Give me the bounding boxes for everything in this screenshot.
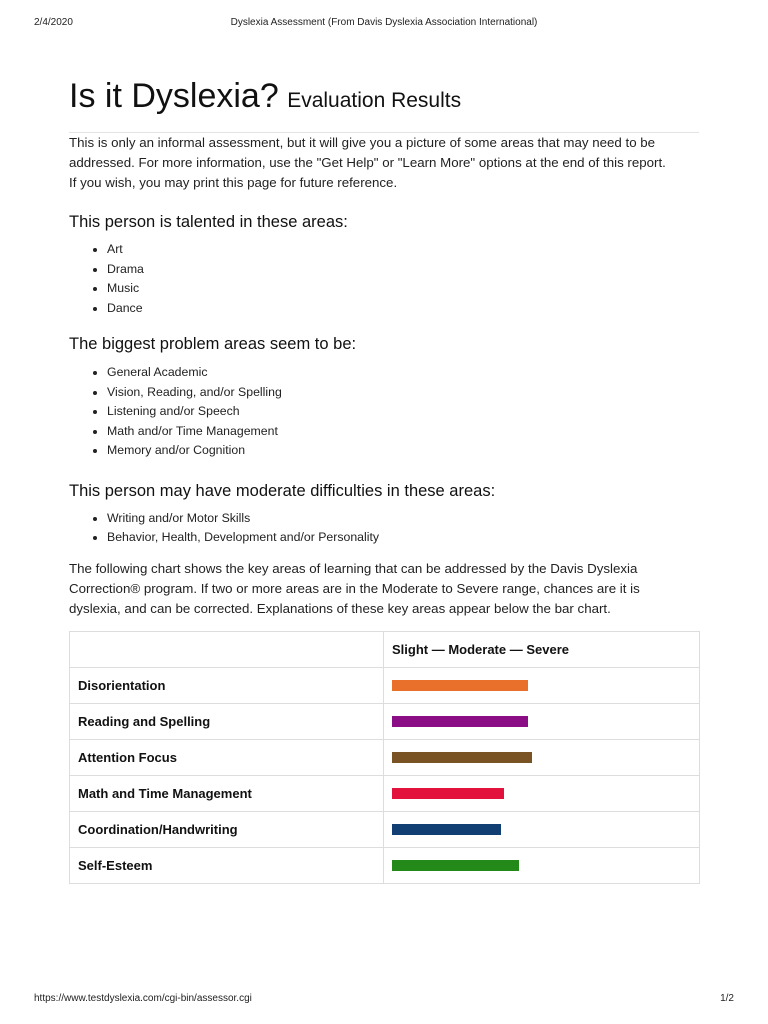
print-footer — [34, 993, 734, 1007]
print-date: 2/4/2020 — [34, 17, 73, 28]
severity-bar-cell — [384, 847, 700, 883]
print-header — [34, 17, 734, 31]
area-label: Self-Esteem — [70, 847, 384, 883]
severity-bar-cell — [384, 775, 700, 811]
main-content — [69, 72, 699, 884]
severity-bar — [392, 860, 519, 871]
area-label: Math and Time Management — [70, 775, 384, 811]
intro-paragraph: This is only an informal assessment, but it will give you a picture of some areas that may need to be addressed. For more information, use the "Get Help" or "Learn More" options at the end of this report. — [69, 135, 666, 170]
list-item: • Dance — [107, 299, 699, 319]
print-note: If you wish, you may print this page for future reference. — [69, 175, 398, 190]
list-item: • Listening and/or Speech — [107, 402, 699, 422]
severity-bar — [392, 824, 501, 835]
severity-bar-cell — [384, 811, 700, 847]
list-item: • Math and/or Time Management — [107, 422, 699, 442]
list-item: • Memory and/or Cognition — [107, 441, 699, 461]
severity-bar-cell — [384, 739, 700, 775]
area-label: Attention Focus — [70, 739, 384, 775]
chart-intro-paragraph: The following chart shows the key areas of learning that can be addressed by the Davis Dyslexia Correction® program. If two or more areas are in the Moderate to Severe range, chances are it is dyslexia, and can be corrected. Explanations of these key areas appear below the bar chart. — [69, 560, 640, 616]
table-row — [70, 739, 700, 775]
page-title-sub: Evaluation Results — [287, 89, 462, 112]
list-item: • Music — [107, 279, 699, 299]
page-title-main: Is it Dyslexia? — [69, 77, 279, 115]
list-item: • Drama — [107, 260, 699, 280]
table-row — [70, 667, 700, 703]
severity-bar — [392, 788, 504, 799]
table-header-row — [70, 631, 700, 667]
page-title — [69, 72, 699, 120]
area-label: Reading and Spelling — [70, 703, 384, 739]
list-item: • Art — [107, 240, 699, 260]
severity-bar — [392, 752, 532, 763]
talented-list — [69, 240, 699, 318]
list-item: • Writing and/or Motor Skills — [107, 509, 699, 529]
severity-bar — [392, 680, 528, 691]
area-label: Coordination/Handwriting — [70, 811, 384, 847]
area-column-header — [70, 631, 384, 667]
severity-chart-table — [69, 631, 700, 884]
area-label: Disorientation — [70, 667, 384, 703]
list-item: • General Academic — [107, 363, 699, 383]
moderate-list — [69, 509, 699, 548]
table-row — [70, 703, 700, 739]
list-item: • Vision, Reading, and/or Spelling — [107, 383, 699, 403]
print-url: https://www.testdyslexia.com/cgi-bin/assessor.cgi — [34, 993, 252, 1004]
list-item: • Behavior, Health, Development and/or Personality — [107, 528, 699, 548]
severity-bar — [392, 716, 528, 727]
print-document-title: Dyslexia Assessment (From Davis Dyslexia Association International) — [230, 17, 538, 28]
severity-scale-header: Slight — Moderate — Severe — [384, 631, 700, 667]
table-row — [70, 775, 700, 811]
table-row — [70, 847, 700, 883]
severity-bar-cell — [384, 703, 700, 739]
severity-chart-body — [70, 667, 700, 883]
page-number: 1/2 — [720, 993, 734, 1004]
talented-heading: This person is talented in these areas: — [69, 213, 348, 231]
severity-bar-cell — [384, 667, 700, 703]
problems-heading: The biggest problem areas seem to be: — [69, 335, 357, 353]
table-row — [70, 811, 700, 847]
moderate-heading: This person may have moderate difficulties in these areas: — [69, 481, 496, 500]
problems-list — [69, 363, 699, 461]
